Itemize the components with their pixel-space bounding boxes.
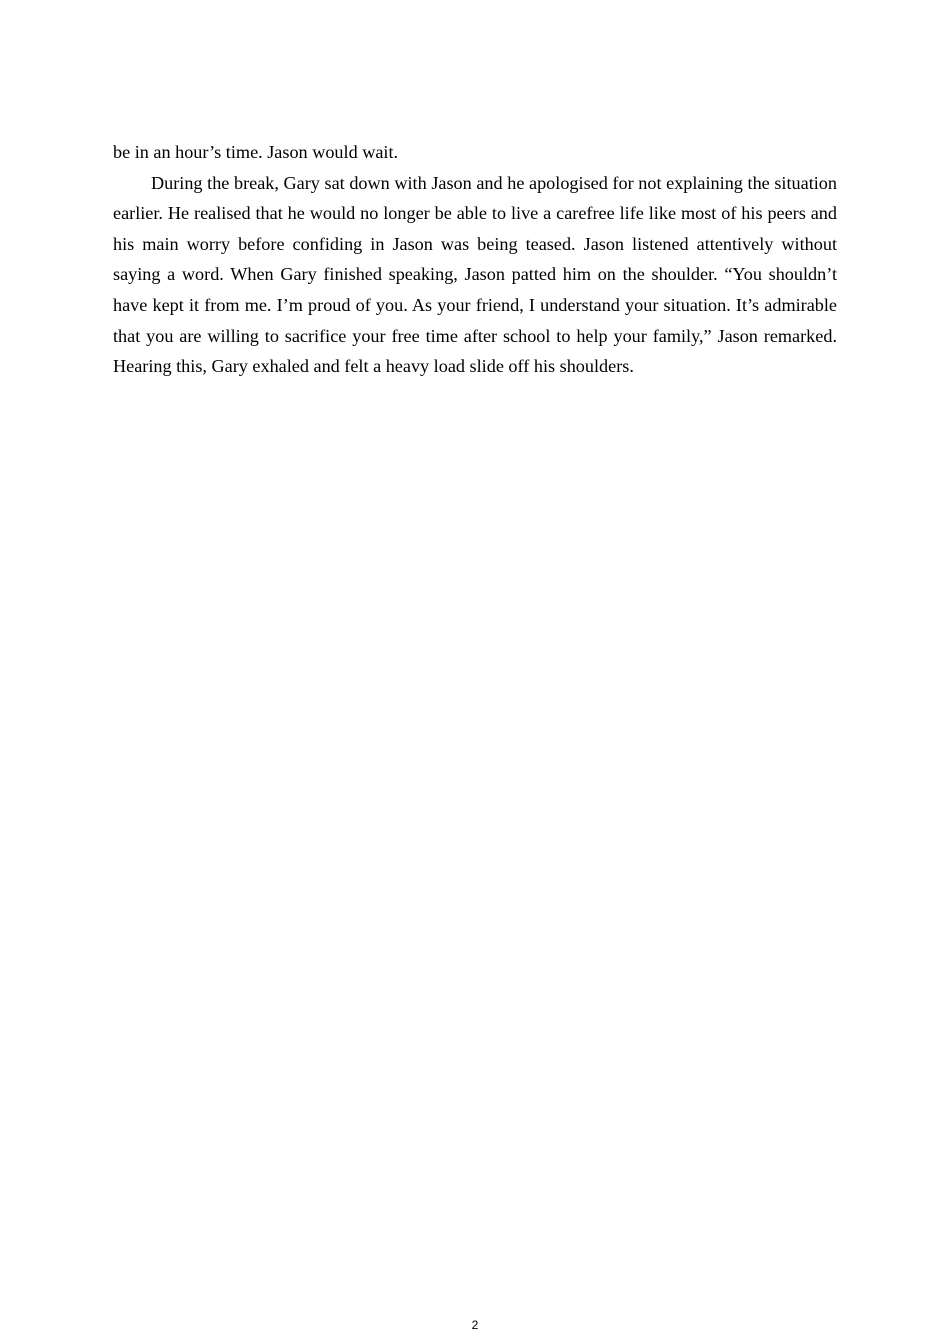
body-text — [113, 137, 837, 382]
paragraph-continuation: be in an hour’s time. Jason would wait. — [113, 142, 399, 162]
page-number: 2 — [471, 1318, 479, 1332]
paragraph-break-conversation: During the break, Gary sat down with Jason and he apologised for not explaining the situation earlier. He realised that he would no longer be able to live a carefree life like most of his peers and his main worry before confiding in Jason was being teased. Jason listened attentively without saying a word. When Gary finished speaking, Jason patted him on the shoulder. “You shouldn’t have kept it from me. I’m proud of you. As your friend, I understand your situation. It’s admirable that you are willing to sacrifice your free time after school to help your family,” Jason remarked. Hearing this, Gary exhaled and felt a heavy load slide off his shoulders. — [113, 172, 837, 377]
